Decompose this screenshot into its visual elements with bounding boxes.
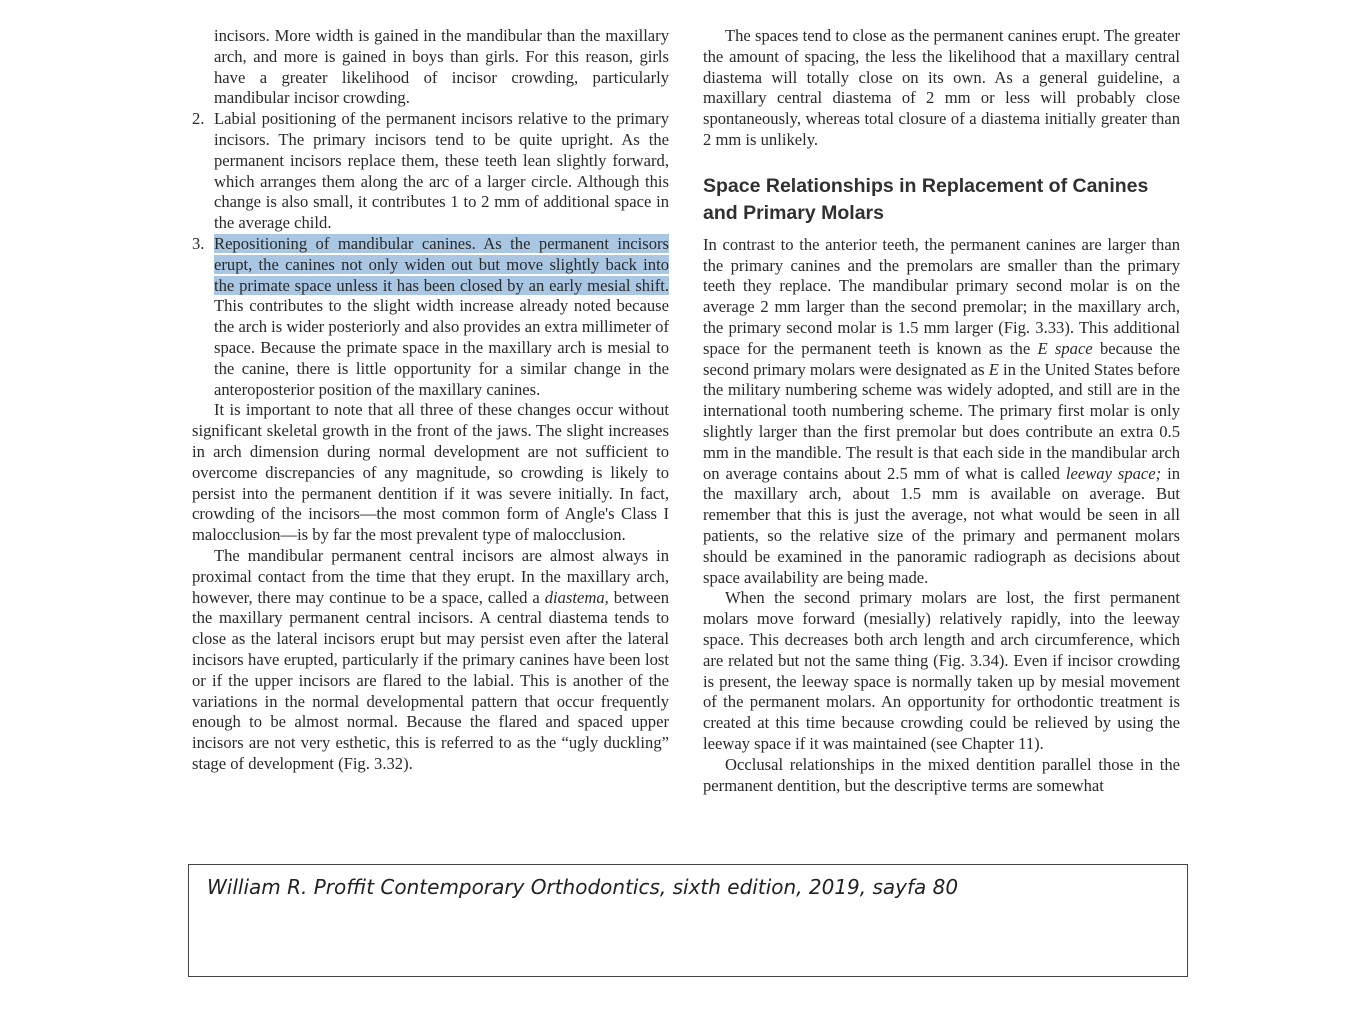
paragraph-occlusal: Occlusal relationships in the mixed dentition parallel those in the permanent dentition, but the descriptive terms are somewhat [703, 754, 1180, 795]
paragraph-molars-lost: When the second primary molars are lost, the first permanent molars move forward (mesially) relatively rapidly, into the leeway space. This decreases both arch length and arch circumference, which are related but not the same thing (Fig. 3.34). Even if incisor crowding is present, the leeway space is normally taken up by mesial movement of the permanent molars. An opportunity for orthodontic treatment is created at this time because crowding could be relieved by using the leeway space if it was maintained (see Chapter 11). [703, 588, 1180, 753]
italic-term: leeway space; [1065, 463, 1162, 483]
list-number: 2. [192, 109, 205, 129]
left-text-column [192, 26, 669, 775]
paragraph-text: The mandibular permanent central incisors are almost always in proximal contact from the time that they erupt. In the maxillary arch, however, there may continue to be a space, called a [192, 545, 669, 607]
paragraph-important: It is important to note that all three of these changes occur without significant skeletal growth in the front of the jaws. The slight increases in arch dimension during normal development are not sufficient to overcome discrepancies of any magnitude, so crowding is likely to persist into the permanent dentition if it was severe initially. In fact, crowding of the incisors—the most common form of Angle's Class I malocclusion—is by far the most prevalent type of malocclusion. [192, 400, 669, 545]
paragraph-spaces: The spaces tend to close as the permanent canines erupt. The greater the amount of spacing, the less the likelihood that a maxillary central diastema will totally close on its own. As a general guideline, a maxillary central diastema of 2 mm or less will probably close spontaneously, whereas total closure of a diastema initially greater than 2 mm is unlikely. [703, 26, 1180, 149]
paragraph-diastema [192, 546, 669, 775]
italic-term: E space [1037, 338, 1093, 358]
right-text-column [703, 26, 1180, 796]
paragraph-text: in the United States before the military numbering scheme was widely adopted, and still are in the international tooth numbering scheme. The primary first molar is only slightly larger than the first premolar but does contribute an extra 0.5 mm in the mandible. The result is that each side in the mandibular arch on average contains about 2.5 mm of what is called [703, 359, 1180, 483]
list-item-text: This contributes to the slight width increase already noted because the arch is wider posteriorly and also provides an extra millimeter of space. Because the primate space in the maxillary arch is mesial to the canine, there is little opportunity for a similar change in the anteroposterior position of the maxillary canines. [214, 296, 669, 399]
italic-term: diastema, [544, 587, 609, 607]
section-heading: Space Relationships in Replacement of Canines and Primary Molars [703, 174, 1149, 224]
source-caption: William R. Proffit Contemporary Orthodontics, sixth edition, 2019, sayfa 80 [207, 875, 959, 899]
paragraph-text: In contrast to the anterior teeth, the permanent canines are larger than the primary canines and the premolars are smaller than the primary teeth they replace. The mandibular primary second molar is on the average 2 mm larger than the second premolar; in the maxillary arch, the primary second molar is 1.5 mm larger (Fig. 3.33). This additional space for the permanent teeth is known as the [703, 234, 1180, 358]
intro-continuation: incisors. More width is gained in the mandibular than the maxillary arch, and more is gained in boys than girls. For this reason, girls have a greater likelihood of incisor crowding, particularly mandibular incisor crowding. [214, 26, 669, 108]
italic-term: E [988, 359, 999, 379]
paragraph-text: between the maxillary permanent central incisors. A central diastema tends to close as the lateral incisors erupt but may persist even after the lateral incisors have erupted, particularly if the primary canines have been lost or if the upper incisors are flared to the labial. This is another of the variations in the normal developmental pattern that occur frequently enough to be almost normal. Because the flared and spaced upper incisors are not very esthetic, this is referred to as the “ugly duckling” stage of development (Fig. 3.32). [192, 587, 669, 773]
list-item-2 [192, 109, 669, 234]
list-item-3 [192, 234, 669, 400]
highlighted-text[interactable]: Repositioning of mandibular canines. As the permanent incisors erupt, the canines not only widen out but move slightly back into the primate space unless it has been closed by an early mesial shift. [214, 233, 669, 295]
paragraph-text: because the second primary molars were designated as [703, 338, 1180, 379]
list-item-text: Labial positioning of the permanent incisors relative to the primary incisors. The primary incisors tend to be quite upright. As the permanent incisors replace them, these teeth lean slightly forward, which arranges them along the arc of a larger circle. Although this change is also small, it contributes 1 to 2 mm of additional space in the average child. [214, 109, 669, 233]
paragraph-text: in the maxillary arch, about 1.5 mm is available on average. But remember that this is just the average, not what would be seen in all patients, so the relative size of the primary and permanent molars should be examined in the panoramic radiograph as decisions about space availability are being made. [703, 463, 1181, 587]
caption-box [188, 864, 1188, 977]
list-number: 3. [192, 233, 205, 253]
paragraph-contrast [703, 235, 1180, 589]
